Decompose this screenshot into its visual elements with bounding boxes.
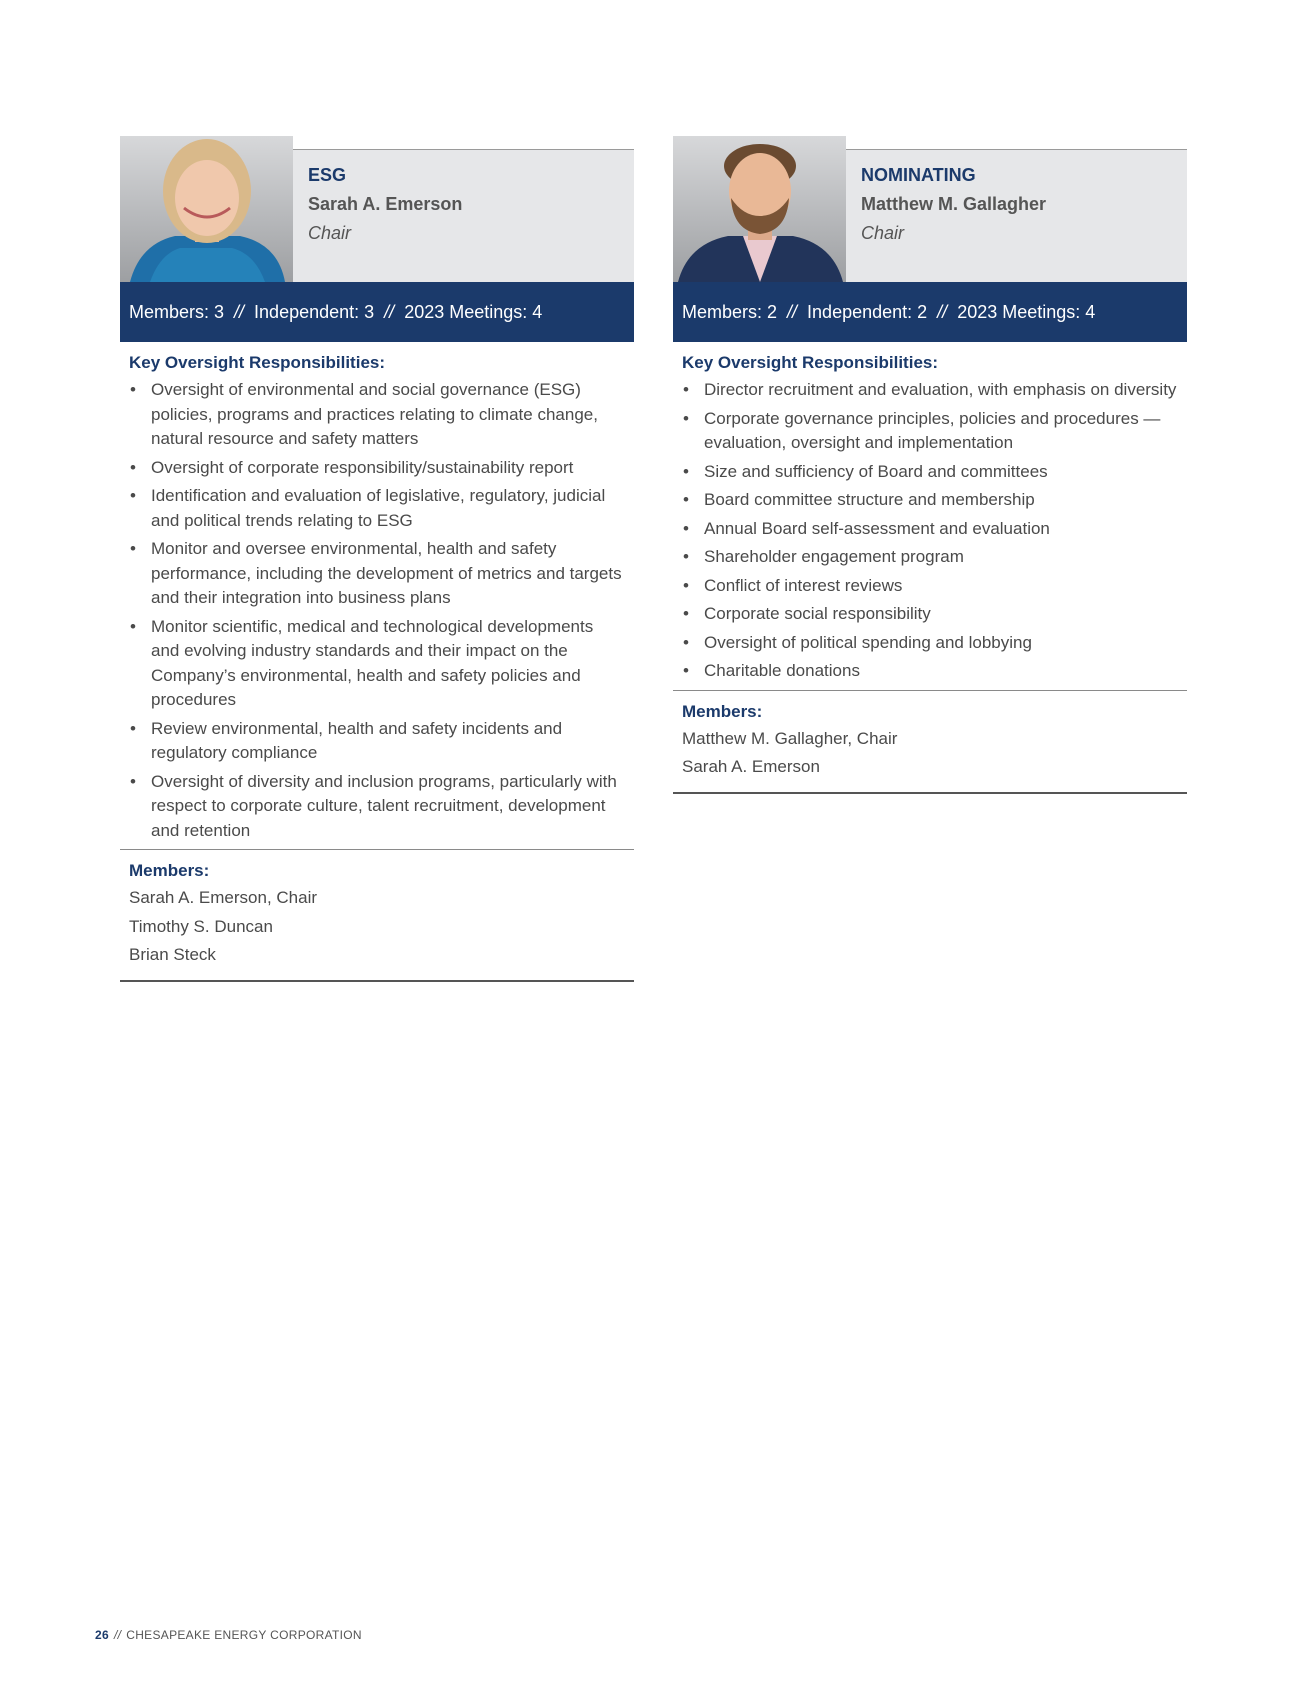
list-item bbox=[682, 517, 1178, 542]
list-item bbox=[682, 659, 1178, 684]
list-item bbox=[129, 615, 625, 713]
committee-stats-bar bbox=[673, 282, 1187, 342]
committee-name: ESG bbox=[308, 165, 347, 185]
members-count: Members: 3 bbox=[129, 302, 225, 322]
list-item-text: Board committee structure and membership bbox=[704, 490, 1035, 509]
list-item bbox=[682, 602, 1178, 627]
bullet-icon: • bbox=[683, 632, 689, 652]
company-name: CHESAPEAKE ENERGY CORPORATION bbox=[126, 1628, 362, 1642]
bullet-icon: • bbox=[130, 616, 136, 636]
list-item-text: Oversight of environmental and social governance (ESG) policies, programs and practices relating to climate change, natural resource and safety matters bbox=[151, 380, 598, 448]
bullet-icon: • bbox=[130, 771, 136, 791]
responsibilities-heading: Key Oversight Responsibilities: bbox=[129, 353, 386, 372]
list-item bbox=[682, 488, 1178, 513]
bullet-icon: • bbox=[130, 718, 136, 738]
list-item-text: Review environmental, health and safety incidents and regulatory compliance bbox=[151, 718, 563, 762]
responsibilities-heading: Key Oversight Responsibilities: bbox=[682, 353, 939, 372]
list-item-text: Size and sufficiency of Board and committees bbox=[704, 461, 1048, 481]
bullet-icon: • bbox=[683, 518, 689, 538]
bullet-icon: • bbox=[130, 539, 136, 558]
bullet-icon: • bbox=[683, 380, 689, 399]
chair-photo-emerson bbox=[120, 136, 293, 282]
list-item bbox=[682, 545, 1178, 570]
members-count: Members: 2 bbox=[682, 302, 778, 322]
list-item bbox=[682, 574, 1178, 599]
list-item bbox=[129, 484, 625, 533]
bullet-icon: • bbox=[683, 547, 689, 566]
bullet-icon: • bbox=[683, 661, 689, 680]
footer-separator: // bbox=[113, 1628, 122, 1642]
list-item bbox=[682, 407, 1178, 456]
members-section bbox=[673, 691, 1187, 792]
members-heading: Members: bbox=[682, 701, 763, 721]
list-item bbox=[682, 378, 1178, 403]
list-item-text: Shareholder engagement program bbox=[704, 547, 964, 566]
bullet-icon: • bbox=[683, 461, 689, 481]
member-name: Brian Steck bbox=[129, 945, 216, 964]
committee-stats-bar bbox=[120, 282, 634, 342]
chair-role: Chair bbox=[861, 223, 905, 243]
list-item-text: Director recruitment and evaluation, with emphasis on diversity bbox=[704, 380, 1177, 399]
list-item bbox=[129, 717, 625, 766]
bullet-icon: • bbox=[683, 604, 689, 623]
committee-name: NOMINATING bbox=[861, 165, 976, 185]
list-item bbox=[129, 378, 625, 452]
chair-role: Chair bbox=[308, 223, 352, 243]
nominating-committee-card bbox=[673, 149, 1187, 794]
member-name: Sarah A. Emerson bbox=[682, 757, 820, 776]
list-item-text: Oversight of diversity and inclusion programs, particularly with respect to corporate culture, talent recruitment, development and retention bbox=[151, 771, 617, 840]
esg-card-header bbox=[120, 149, 634, 282]
list-item bbox=[129, 456, 625, 481]
page-footer bbox=[95, 1628, 362, 1642]
bullet-icon: • bbox=[130, 486, 136, 505]
members-heading: Members: bbox=[129, 861, 210, 880]
independent-count: Independent: 2 bbox=[807, 302, 928, 322]
responsibilities-section bbox=[120, 342, 634, 843]
list-item-text: Charitable donations bbox=[704, 661, 860, 680]
stats-separator: // bbox=[384, 302, 395, 322]
esg-committee-card bbox=[120, 149, 634, 982]
meetings-count: 2023 Meetings: 4 bbox=[957, 302, 1096, 322]
page-number: 26 bbox=[95, 1628, 109, 1642]
card-bottom-rule bbox=[120, 980, 634, 982]
list-item-text: Identification and evaluation of legislative, regulatory, judicial and political trends relating to ESG bbox=[151, 486, 606, 530]
card-bottom-rule bbox=[673, 792, 1187, 794]
list-item-text: Annual Board self-assessment and evaluation bbox=[704, 518, 1050, 538]
list-item bbox=[682, 460, 1178, 485]
bullet-icon: • bbox=[683, 490, 689, 509]
bullet-icon: • bbox=[683, 575, 689, 595]
list-item-text: Monitor and oversee environmental, health and safety performance, including the development of metrics and targets and their integration into business plans bbox=[151, 539, 622, 607]
chair-name: Matthew M. Gallagher bbox=[861, 194, 1047, 214]
members-section bbox=[120, 850, 634, 980]
chair-name: Sarah A. Emerson bbox=[308, 194, 463, 214]
list-item bbox=[129, 537, 625, 611]
responsibilities-list bbox=[129, 378, 625, 843]
stats-separator: // bbox=[787, 302, 798, 322]
member-name: Matthew M. Gallagher, Chair bbox=[682, 728, 898, 748]
member-name: Sarah A. Emerson, Chair bbox=[129, 888, 318, 907]
bullet-icon: • bbox=[683, 408, 689, 428]
responsibilities-list bbox=[682, 378, 1178, 684]
stats-separator: // bbox=[937, 302, 948, 322]
member-name: Timothy S. Duncan bbox=[129, 916, 273, 936]
stats-separator: // bbox=[234, 302, 245, 322]
chair-photo-gallagher bbox=[673, 136, 846, 282]
list-item-text: Monitor scientific, medical and technological developments and evolving industry standards and their impact on the Company’s environmental, health and safety policies and procedures bbox=[151, 616, 594, 709]
responsibilities-section bbox=[673, 342, 1187, 684]
bullet-icon: • bbox=[130, 457, 136, 477]
list-item-text: Corporate governance principles, policies and procedures — evaluation, oversight and implementation bbox=[704, 408, 1161, 452]
meetings-count: 2023 Meetings: 4 bbox=[404, 302, 543, 322]
list-item bbox=[129, 770, 625, 844]
independent-count: Independent: 3 bbox=[254, 302, 375, 322]
list-item-text: Corporate social responsibility bbox=[704, 604, 931, 623]
list-item-text: Oversight of political spending and lobbying bbox=[704, 632, 1032, 652]
nominating-card-header bbox=[673, 149, 1187, 282]
list-item bbox=[682, 631, 1178, 656]
list-item-text: Conflict of interest reviews bbox=[704, 575, 903, 595]
list-item-text: Oversight of corporate responsibility/sustainability report bbox=[151, 457, 574, 477]
bullet-icon: • bbox=[130, 380, 136, 399]
